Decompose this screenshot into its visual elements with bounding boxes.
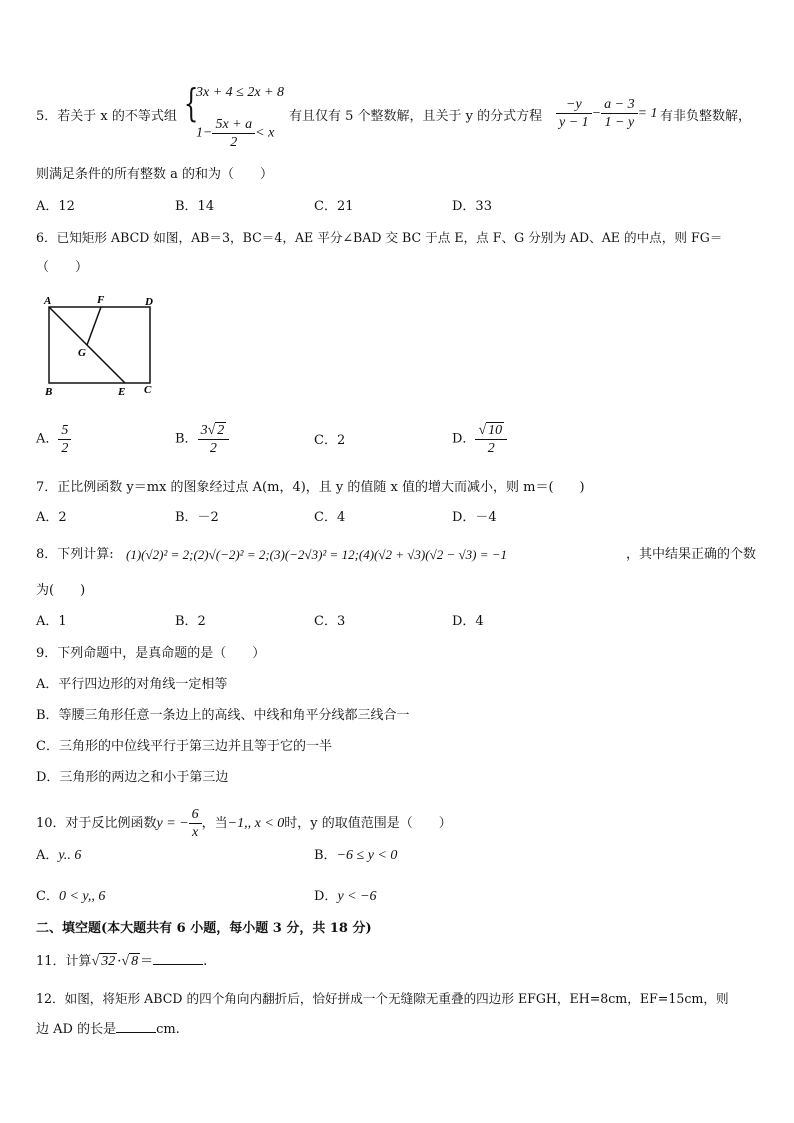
q9-option-d: D．三角形的两边之和小于第三边 (36, 770, 229, 785)
q10-option-d-label: D． (314, 889, 338, 904)
q10-option-b (314, 847, 397, 865)
q5-option-d: D．33 (452, 199, 492, 214)
q5-option-a: A．12 (36, 199, 75, 214)
q7-option-a: A．2 (36, 510, 67, 525)
q9-text: 9．下列命题中，是真命题的是（ ） (36, 646, 266, 661)
q7-option-c: C．4 (314, 510, 346, 525)
q8-option-a: A．1 (36, 614, 67, 629)
q11-dot: · (117, 954, 122, 969)
q10-option-b-label: B． (314, 848, 337, 863)
q10-line (36, 806, 452, 841)
q5-f1-num: −y (556, 96, 592, 114)
q6-option-a (36, 422, 71, 457)
q12-answer-blank[interactable] (116, 1020, 156, 1033)
q6-option-b-num: 3√ 2 (198, 422, 230, 440)
q6-option-d (452, 422, 507, 457)
q10-option-b-value: −6 ≤ y < 0 (336, 848, 398, 863)
q5-option-b: B．14 (175, 199, 215, 214)
label-g: G (78, 347, 86, 359)
label-e: E (118, 386, 126, 398)
q5-mid: 有且仅有 5 个整数解，且关于 y 的分式方程 (289, 109, 543, 124)
q8-option-b: B．2 (175, 614, 206, 629)
q5-brace: { (183, 81, 199, 125)
q5-equation (556, 96, 658, 131)
q5-ineq2-fraction (212, 116, 255, 151)
q5-f1-den: y − 1 (559, 115, 589, 130)
rectangle-abcd (49, 307, 150, 383)
q7-option-b: B．－2 (175, 510, 219, 525)
q10-option-c-label: C． (36, 889, 59, 904)
q11-eq: ＝ (140, 954, 154, 969)
q12-prefix: 边 AD 的长是 (36, 1022, 117, 1037)
q5-minus: − (591, 106, 602, 121)
q9-option-c: C．三角形的中位线平行于第三边并且等于它的一半 (36, 739, 332, 754)
q6-rectangle-figure (40, 292, 160, 402)
q9-option-b: B．等腰三角形任意一条边上的高线、中线和角平分线都三线合一 (36, 708, 410, 723)
q6-option-c: C．2 (314, 433, 346, 448)
q7-option-d: D．－4 (452, 510, 497, 525)
q5-f2-num: a − 3 (601, 96, 637, 114)
q6-option-b-label: B． (175, 431, 198, 447)
q5-inequality-2 (196, 116, 274, 151)
q10-func-den: x (192, 825, 199, 840)
label-b: B (45, 386, 53, 398)
q6-option-a-frac (58, 422, 71, 457)
q6-option-b-frac (198, 422, 230, 457)
q6-line2: （ ） (36, 260, 89, 275)
section-2-heading: 二、填空题(本大题共有 6 小题，每小题 3 分，共 18 分) (36, 921, 372, 936)
q5-prefix: 5．若关于 x 的不等式组 (36, 109, 177, 124)
q10-mid: ，当 (201, 816, 228, 831)
label-a: A (44, 295, 52, 307)
q10-condition: −1,, x < 0 (227, 816, 285, 831)
q10-func-frac (189, 806, 202, 841)
q6-option-d-den: 2 (487, 441, 495, 456)
q8-option-c: C．3 (314, 614, 346, 629)
q10-option-a-label: A． (36, 848, 59, 863)
q10-option-d-value: y < −6 (337, 889, 377, 904)
q10-option-c (36, 888, 105, 906)
q11-expr1: 32 (101, 954, 116, 969)
q6-option-b-rad: 2 (217, 423, 225, 438)
q5-suffix: 有非负整数解， (660, 109, 752, 124)
q6-option-d-frac (475, 422, 507, 457)
q11-prefix: 11．计算 (36, 954, 92, 969)
q5-frac-2 (601, 96, 637, 131)
q10-option-c-value: 0 < y,, 6 (58, 889, 106, 904)
q5-ineq2-tail: < x (255, 125, 275, 141)
q6-option-d-rad: 10 (488, 423, 503, 438)
q5-option-c: C．21 (314, 199, 354, 214)
q6-option-b-coef: 3 (200, 423, 208, 438)
q11-radical-2: √ 8 (121, 954, 139, 969)
segment-fg (87, 307, 101, 345)
q8-line2: 为( ) (36, 583, 86, 598)
q11-expr2: 8 (131, 954, 139, 969)
q6-option-d-num: √ 10 (475, 422, 507, 440)
q11-radical-1: √ 32 (91, 954, 116, 969)
q10-option-a-value: y.. 6 (58, 848, 82, 863)
label-f: F (97, 294, 105, 306)
label-d: D (145, 296, 153, 308)
q6-option-d-label: D． (452, 431, 476, 447)
q8-prefix: 8．下列计算: (36, 547, 114, 562)
q9-option-a: A．平行四边形的对角线一定相等 (36, 677, 228, 692)
q7-text: 7．正比例函数 y＝mx 的图象经过点 A(m，4)，且 y 的值随 x 值的增大而减小，则 m＝( ) (36, 480, 585, 495)
q10-func-lhs: y = − (156, 816, 189, 831)
q5-ineq2-num: 5x + a (212, 116, 255, 134)
q11-end: . (203, 954, 208, 969)
q10-suffix: 时，y 的取值范围是（ ） (284, 816, 452, 831)
q12-suffix: cm. (156, 1022, 180, 1037)
q5-line2: 则满足条件的所有整数 a 的和为（ ） (36, 167, 274, 182)
q5-f2-den: 1 − y (604, 115, 635, 130)
q5-inequality-1: 3x + 4 ≤ 2x + 8 (196, 85, 285, 100)
q6-option-b-den: 2 (209, 441, 217, 456)
q12-line1: 12．如图，将矩形 ABCD 的四个角向内翻折后，恰好拼成一个无缝隙无重叠的四边形 EFGH，EH=8cm，EF=15cm，则 (36, 991, 729, 1006)
q5-eq: = 1 (637, 106, 658, 121)
q10-func-num: 6 (189, 806, 202, 824)
q8-option-d: D．4 (452, 614, 484, 629)
q6-option-a-den: 2 (61, 441, 69, 456)
q10-option-d (314, 888, 377, 906)
q10-option-a (36, 847, 81, 865)
q11-line (36, 952, 207, 971)
q5-ineq2-lead: 1− (196, 125, 213, 141)
q5-ineq2-den: 2 (230, 135, 238, 150)
q12-line2 (36, 1020, 180, 1039)
q6-option-a-label: A． (36, 431, 59, 447)
q6-text: 6．已知矩形 ABCD 如图，AB＝3，BC＝4，AE 平分∠BAD 交 BC 于点 E，点 F、G 分别为 AD、AE 的中点，则 FG＝ (36, 230, 723, 245)
q6-option-b (175, 422, 229, 457)
q10-prefix: 10．对于反比例函数 (36, 816, 157, 831)
q11-answer-blank[interactable] (153, 952, 203, 965)
q8-suffix: ，其中结果正确的个数 (626, 547, 757, 562)
q8-expression: (1)(√2)² = 2;(2)√(−2)² = 2;(3)(−2√3)² = 12;(4)(√2 + √3)(√2 − √3) = −1 (126, 547, 507, 562)
q5-frac-1 (556, 96, 592, 131)
q6-option-a-num: 5 (58, 422, 71, 440)
label-c: C (144, 384, 152, 396)
